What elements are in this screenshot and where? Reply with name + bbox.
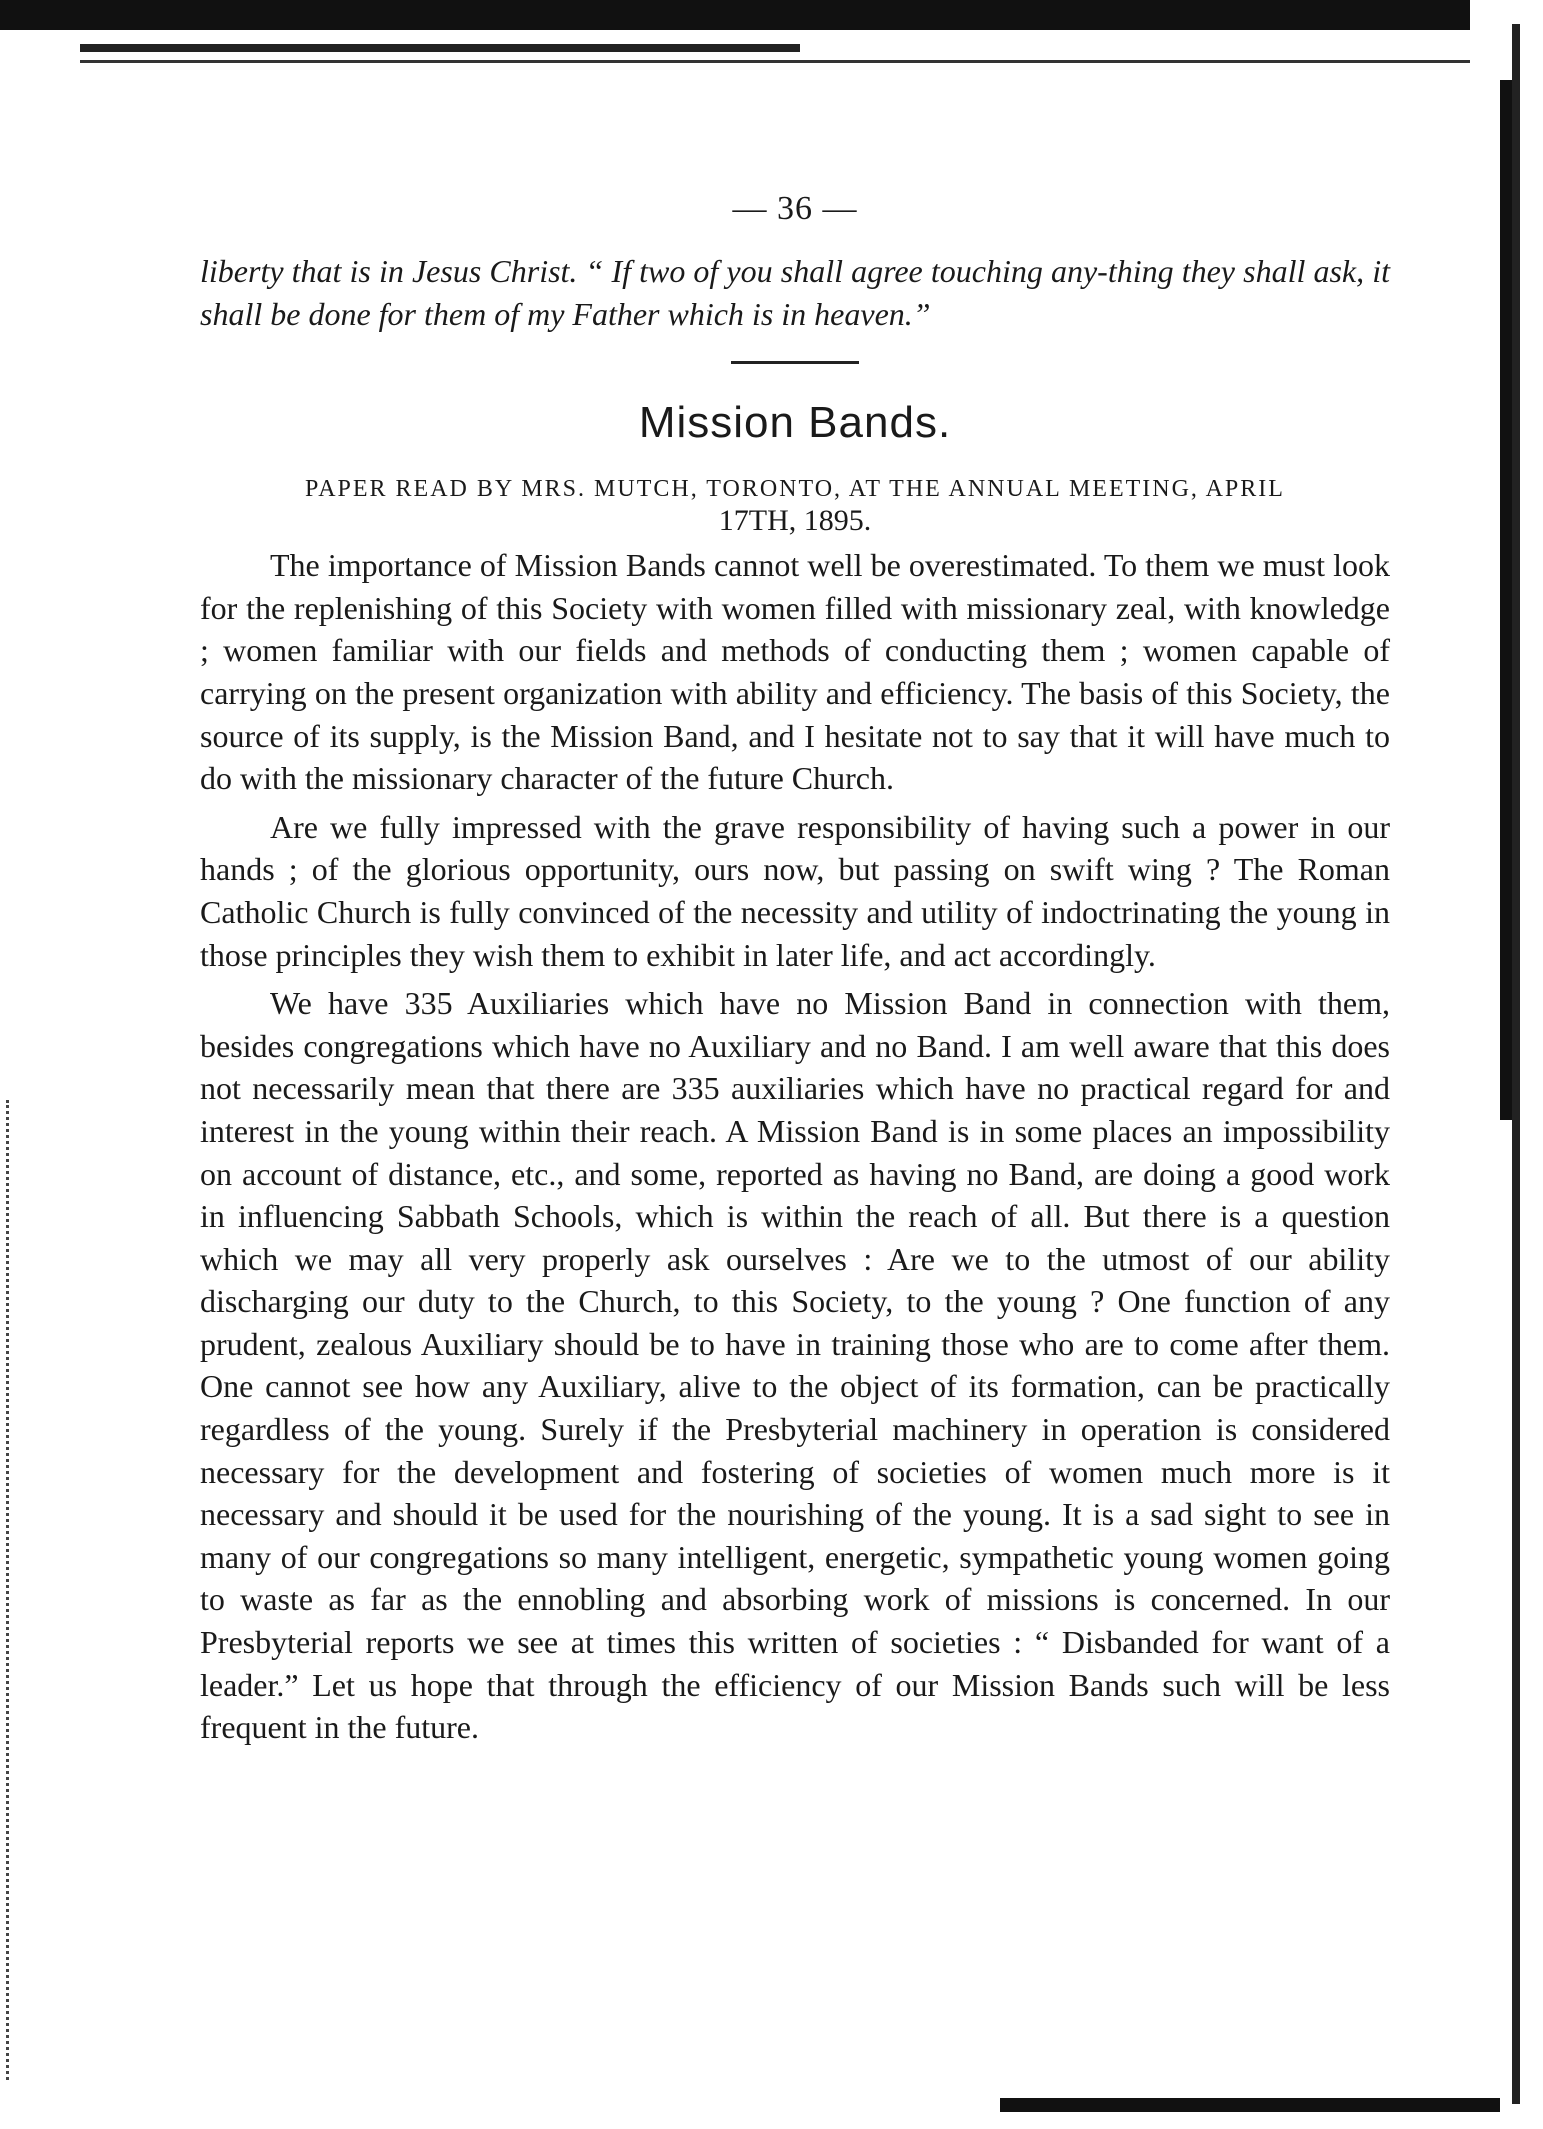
- scan-edge-top-inner: [80, 44, 800, 52]
- section-subheading-date: 17TH, 1895.: [718, 504, 872, 538]
- page-body: [200, 190, 1390, 1749]
- scan-edge-top: [0, 0, 1470, 30]
- section-divider: [731, 361, 859, 364]
- body-paragraph: Are we fully impressed with the grave responsibility of having such a power in our hands ; of the glorious opportunity, ours now, but passing on swift wing ? The Roman Catholic Church is fully convinced of the necessity and utility of indoctrinating the young in those principles they wish them to exhibit in later life, and act accordingly.: [200, 808, 1390, 973]
- page-number: — 36 —: [732, 190, 858, 227]
- scan-rule-top: [80, 60, 1470, 63]
- section-heading: Mission Bands.: [638, 398, 952, 448]
- body-paragraph: The importance of Mission Bands cannot well be overestimated. To them we must look for the replenishing of this Society with women filled with missionary zeal, with knowledge ; women familiar with our fields and methods of conducting them ; women capable of carrying on the present organization with ability and efficiency. The basis of this Society, the source of its supply, is the Mission Band, and I hesitate not to say that it will have much to do with the missionary character of the future Church.: [200, 547, 1390, 797]
- section-subheading: PAPER READ BY MRS. MUTCH, TORONTO, AT THE ANNUAL MEETING, APRIL: [305, 476, 1285, 503]
- body-paragraph: We have 335 Auxiliaries which have no Mission Band in connection with them, besides congregations which have no Auxiliary and no Band. I am well aware that this does not necessarily mean that there are 335 auxiliaries which have no practical regard for and interest in the young within their reach. A Mission Band is in some places an impossibility on account of distance, etc., and some, reported as having no Band, are doing a good work in influencing Sabbath Schools, which is within the reach of all. But there is a question which we may all very properly ask ourselves : Are we to the utmost of our ability discharging our duty to the Church, to this Society, to the young ? One function of any prudent, zealous Auxiliary should be to have in training those who are to come after them. One cannot see how any Auxiliary, alive to the object of its formation, can be practically regardless of the young. Surely if the Presbyterial machinery in operation is considered necessary for the development and fostering of societies of women much more is it necessary and should it be used for the nourishing of the young. It is a sad sight to see in many of our congregations so many intelligent, energetic, sympathetic young women going to waste as far as the ennobling and absorbing work of missions is concerned. In our Presbyterial reports we see at times this written of societies : “ Disbanded for want of a leader.” Let us hope that through the efficiency of our Mission Bands such will be less frequent in the future.: [200, 985, 1390, 1746]
- intro-paragraph: liberty that is in Jesus Christ. “ If two of you shall agree touching any-thing they shall ask, it shall be done for them of my Father which is in heaven.”: [200, 253, 1390, 332]
- scan-edge-right-outer: [1512, 24, 1520, 2104]
- scan-edge-left-marks: [6, 1100, 19, 2080]
- scan-edge-bottom: [1000, 2098, 1500, 2112]
